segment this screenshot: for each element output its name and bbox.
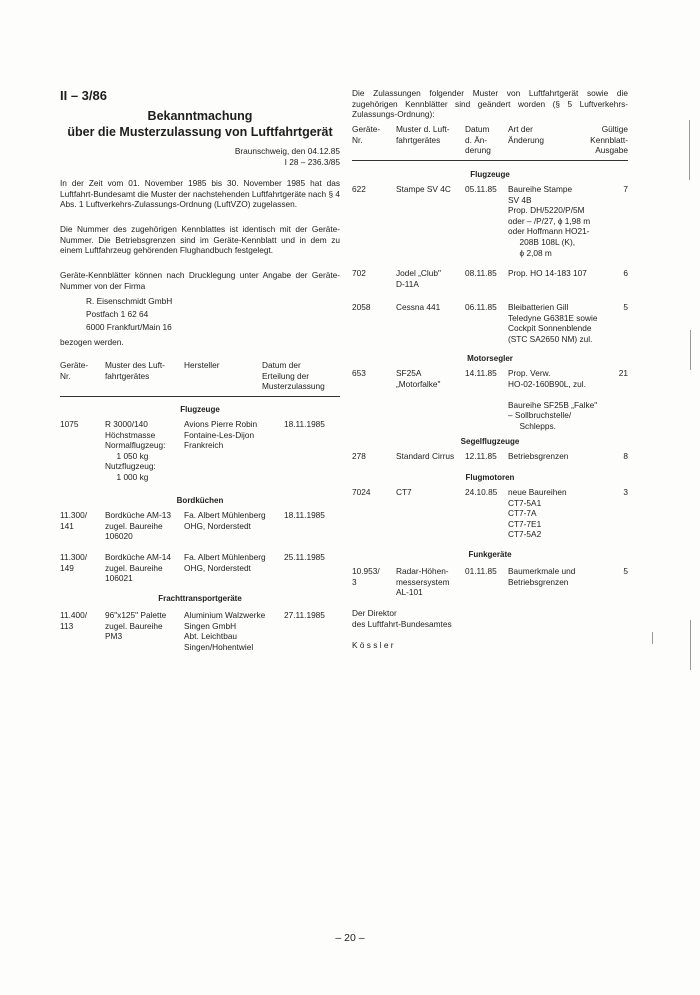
table-row-hersteller: Aluminium Walzwerke Singen GmbH Abt. Leichtbau Singen/Hohentwiel [184, 610, 266, 652]
left-section-fracht: Frachttransportgeräte [158, 594, 242, 603]
table-row-datum: 25.11.1985 [284, 552, 325, 562]
paragraph-bezogen: bezogen werden. [60, 337, 124, 347]
left-section-flugzeuge: Flugzeuge [180, 405, 220, 414]
signature-authority: des Luftfahrt-Bundesamtes [352, 619, 452, 629]
table-row-art: Baumerkmale und Betriebsgrenzen [508, 566, 576, 587]
table-row-nr: 278 [352, 451, 366, 461]
table-row-art: Bleibatterien Gill Teledyne G6381E sowie Cockpit Sonnenblende (STC SA2650 NM) zul. [508, 302, 598, 344]
table-row-datum: 18.11.1985 [284, 419, 325, 429]
right-section-flugmotoren: Flugmotoren [465, 473, 515, 482]
table-row-hersteller: Avions Pierre Robin Fontaine-Les-Dijon Frankreich [184, 419, 258, 451]
table-row-datum: 06.11.85 [465, 302, 497, 312]
table-row-muster: Bordküche AM-14 zugel. Baureihe 106021 [105, 552, 171, 584]
table-row-nr: 622 [352, 184, 366, 194]
document-number: II – 3/86 [60, 88, 107, 103]
table-row-art: neue Baureihen CT7-5A1 CT7-7A CT7-7E1 CT7-5A2 [508, 487, 567, 540]
reference-number: I 28 – 236.3/85 [284, 157, 340, 167]
table-row-datum: 01.11.85 [465, 566, 497, 576]
table-row-muster: Cessna 441 [396, 302, 441, 312]
paragraph-bezug: Geräte-Kennblätter können nach Drucklegung unter Angabe der Geräte-Nummer von der Firma [60, 270, 340, 291]
scan-edge-mark [689, 120, 690, 180]
address-line-postfach: Postfach 1 62 64 [86, 309, 149, 319]
table-row-nr: 1075 [60, 419, 79, 429]
right-header-nr: Geräte- Nr. [352, 124, 381, 145]
table-row-nr: 11.300/ 141 [60, 510, 88, 531]
right-header-art: Art der Änderung [508, 124, 544, 145]
table-row-art: Betriebsgrenzen [508, 451, 569, 461]
place-date: Braunschweig, den 04.12.85 [234, 146, 340, 156]
right-table-rule [352, 160, 628, 161]
left-header-datum: Datum der Erteilung der Musterzulassung [262, 360, 325, 392]
right-header-muster: Muster d. Luft- fahrtgerätes [396, 124, 450, 145]
table-row-ausgabe: 6 [623, 268, 628, 278]
table-row-muster: R 3000/140 Höchstmasse Normalflugzeug: 1 050 kg Nutzflugzeug: 1 000 kg [105, 419, 166, 482]
table-row-muster: CT7 [396, 487, 412, 497]
table-row-ausgabe: 5 [623, 566, 628, 576]
right-header-datum: Datum d. Än- derung [465, 124, 491, 156]
scan-edge-mark [690, 330, 691, 370]
right-header-ausgabe: Gültige Kennblatt- Ausgabe [590, 124, 628, 156]
table-row-muster: 96"x125" Palette zugel. Baureihe PM3 [105, 610, 167, 642]
table-row-nr: 2058 [352, 302, 371, 312]
table-row-datum: 05.11.85 [465, 184, 497, 194]
table-row-datum: 18.11.1985 [284, 510, 325, 520]
table-row-art: Prop. Verw. HO-02-160B90L, zul. Baureihe SF25B „Falke" – Sollbruchstelle/ Schlepps. [508, 368, 598, 431]
table-row-datum: 14.11.85 [465, 368, 497, 378]
table-row-muster: Stampe SV 4C [396, 184, 451, 194]
table-row-datum: 08.11.85 [465, 268, 497, 278]
table-row-hersteller: Fa. Albert Mühlenberg OHG, Norderstedt [184, 552, 266, 573]
table-row-ausgabe: 8 [623, 451, 628, 461]
table-row-datum: 27.11.1985 [284, 610, 325, 620]
right-intro-paragraph: Die Zulassungen folgender Muster von Luftfahrtgerät sowie die zugehörigen Kennblätter sind geändert worden (§ 5 Luftverkehrs-Zulassungs-Ordnung): [352, 88, 628, 120]
right-section-funkgeraete: Funkgeräte [468, 550, 512, 559]
table-row-art: Baureihe Stampe SV 4B Prop. DH/5220/P/5M oder – /P/27, ϕ 1,98 m oder Hoffmann HO21- 208B 108L (K), ϕ 2,08 m [508, 184, 591, 258]
table-row-muster: Standard Cirrus [396, 451, 455, 461]
table-row-ausgabe: 3 [623, 487, 628, 497]
table-row-nr: 11.400/ 113 [60, 610, 88, 631]
table-row-art: Prop. HO 14-183 107 [508, 268, 587, 278]
signature-name: K ö s s l e r [352, 640, 394, 650]
table-row-muster: Radar-Höhen- messersystem AL-101 [396, 566, 450, 598]
table-row-muster: SF25A „Motorfalke" [396, 368, 441, 389]
table-row-hersteller: Fa. Albert Mühlenberg OHG, Norderstedt [184, 510, 266, 531]
left-section-bordkuechen: Bordküchen [176, 496, 224, 505]
intro-paragraph: In der Zeit vom 01. November 1985 bis 30. November 1985 hat das Luftfahrt-Bundesamt die Muster der nachstehenden Luftfahrtgeräte nach § 4 Abs. 1 Luftverkehrs-Zulassungs-Ordnung (LuftVZO) zugelassen. [60, 178, 340, 210]
table-row-ausgabe: 5 [623, 302, 628, 312]
page-number: – 20 – [335, 932, 365, 944]
table-row-muster: Bordküche AM-13 zugel. Baureihe 106020 [105, 510, 171, 542]
scan-speck [652, 632, 653, 644]
right-section-motorsegler: Motorsegler [467, 354, 513, 363]
table-row-muster: Jodel „Club" D-11A [396, 268, 441, 289]
table-row-nr: 653 [352, 368, 366, 378]
right-section-segelflugzeuge: Segelflugzeuge [460, 437, 520, 446]
left-table-rule [60, 396, 340, 397]
table-row-nr: 11.300/ 149 [60, 552, 88, 573]
table-row-ausgabe: 7 [623, 184, 628, 194]
address-line-company: R. Eisenschmidt GmbH [86, 296, 173, 306]
table-row-nr: 7024 [352, 487, 371, 497]
table-row-nr: 10.953/ 3 [352, 566, 380, 587]
page-title: Bekanntmachung [147, 109, 253, 123]
table-row-ausgabe: 21 [618, 368, 628, 378]
page-subtitle: über die Musterzulassung von Luftfahrtgerät [67, 125, 333, 139]
left-header-muster: Muster des Luft- fahrtgerätes [105, 360, 165, 381]
table-row-datum: 24.10.85 [465, 487, 498, 497]
left-header-hersteller: Hersteller [184, 360, 220, 370]
paragraph-kennblatt: Die Nummer des zugehörigen Kennblattes ist identisch mit der Geräte-Nummer. Die Betriebsgrenzen sind im Geräte-Kennblatt und in dem zu einem Luftfahrzeug gehörenden Flughandbuch festgelegt. [60, 224, 340, 256]
left-header-nr: Geräte- Nr. [60, 360, 89, 381]
table-row-nr: 702 [352, 268, 366, 278]
scan-edge-mark [690, 620, 691, 670]
signature-title: Der Direktor [352, 608, 397, 618]
table-row-datum: 12.11.85 [465, 451, 497, 461]
address-line-city: 6000 Frankfurt/Main 16 [86, 322, 172, 332]
right-section-flugzeuge: Flugzeuge [470, 170, 510, 179]
